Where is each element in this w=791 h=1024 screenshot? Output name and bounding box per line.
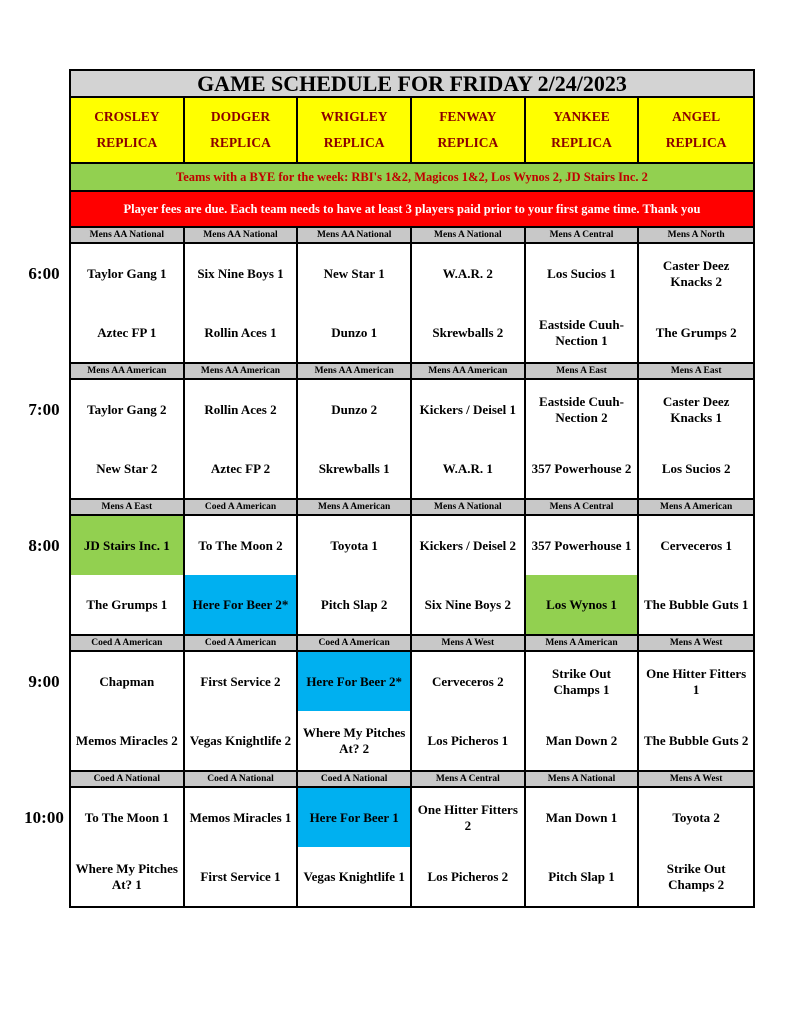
game-cell [412,244,526,362]
game-cell [185,516,299,634]
field-sub: REPLICA [210,135,271,150]
home-team: Eastside Cuuh-Nection 2 [539,393,624,425]
games-row [71,788,753,906]
home-team: Rollin Aces 2 [204,401,277,417]
game-cell [71,380,185,498]
home-team: Six Nine Boys 1 [197,265,284,281]
division-row [71,772,753,788]
field-name: WRIGLEY [320,109,388,124]
time-label: 9:00 [28,672,60,691]
game-cell [639,788,753,906]
field-header-row [71,98,753,164]
field-sub: REPLICA [323,135,385,150]
division-label: Mens A West [412,636,526,650]
field-name: DODGER [210,109,271,124]
game-cell [412,652,526,770]
away-team: Man Down 2 [545,732,618,748]
division-label: Mens A East [526,364,640,378]
division-row [71,364,753,380]
away-team: Skrewballs 2 [432,324,504,340]
division-label: Coed A National [185,772,299,786]
field-name: CROSLEY [94,109,160,124]
division-label: Mens A American [526,636,640,650]
away-team: Skrewballs 1 [318,460,390,476]
game-cell [639,652,753,770]
home-team: 357 Powerhouse 1 [531,537,632,553]
home-team: To The Moon 2 [198,537,283,553]
away-team: The Bubble Guts 1 [643,596,749,612]
away-team: Vegas Knightlife 1 [303,868,405,884]
field-header-crosley [71,98,185,162]
away-team: Where My Pitches At? 2 [303,724,406,756]
home-team: Strike Out Champs 1 [552,665,611,697]
time-slot-block [71,500,753,636]
division-label: Coed A National [298,772,412,786]
away-team: Memos Miracles 2 [75,732,178,748]
game-cell [185,380,299,498]
field-header-yankee [526,98,640,162]
games-row [71,244,753,362]
home-team: Caster Deez Knacks 1 [662,393,730,425]
game-cell [526,380,640,498]
division-label: Mens A West [669,638,723,648]
division-row [71,500,753,516]
away-team: Pitch Slap 1 [548,868,615,884]
division-label: Mens A National [412,500,526,514]
home-team: Caster Deez Knacks 2 [662,257,730,289]
game-cell [71,516,185,634]
division-label: Coed A American [185,636,299,650]
division-row [71,228,753,244]
field-sub: REPLICA [551,135,612,150]
game-cell [298,516,412,634]
division-label: Mens AA National [185,228,299,242]
away-team: Dunzo 1 [331,324,378,340]
field-header-angel [639,98,753,162]
game-cell [526,652,640,770]
away-team: Aztec FP 1 [97,324,157,340]
away-team: Aztec FP 2 [210,460,271,476]
division-label: Mens A East [71,500,185,514]
home-team: Kickers / Deisel 2 [419,537,517,553]
away-team: The Grumps 2 [655,324,737,340]
division-label: Mens A American [660,502,733,512]
home-team: Toyota 2 [672,809,720,825]
home-team: Cerveceros 1 [660,537,732,553]
home-team: W.A.R. 2 [442,265,493,281]
field-name: FENWAY [439,109,497,124]
games-row [71,516,753,634]
home-team: JD Stairs Inc. 1 [71,516,183,575]
schedule-table [69,69,755,908]
division-label: Coed A National [71,772,185,786]
home-team: Man Down 1 [545,809,618,825]
away-team: New Star 2 [96,460,158,476]
away-team: Los Sucios 2 [661,460,731,476]
home-team: First Service 2 [200,673,281,689]
home-team: Cerveceros 2 [432,673,504,689]
home-team: Here For Beer 2* [298,652,410,711]
division-label: Mens A Central [526,500,640,514]
bye-banner: Teams with a BYE for the week: RBI's 1&2, Magicos 1&2, Los Wynos 2, JD Stairs Inc. 2 [71,164,753,192]
away-team: First Service 1 [200,868,281,884]
home-team: One Hitter Fitters 2 [417,801,518,833]
home-team: Kickers / Deisel 1 [419,401,517,417]
division-label: Mens A North [667,230,725,240]
division-label: Mens AA National [71,228,185,242]
time-label: 10:00 [24,808,64,827]
page-title: GAME SCHEDULE FOR FRIDAY 2/24/2023 [71,71,753,98]
home-team: Taylor Gang 1 [87,265,167,281]
home-team: Dunzo 2 [331,401,378,417]
away-team: Pitch Slap 2 [320,596,388,612]
game-cell [71,244,185,362]
division-label: Mens A Central [526,228,640,242]
game-cell [185,244,299,362]
division-label: Mens AA American [185,364,299,378]
time-label: 7:00 [28,400,60,419]
game-cell [526,788,640,906]
field-header-dodger [185,98,299,162]
away-team: 357 Powerhouse 2 [531,460,632,476]
division-label: Mens AA American [71,364,185,378]
time-slot-block [71,636,753,772]
division-label: Mens AA American [298,364,412,378]
game-cell [412,516,526,634]
field-name: YANKEE [553,109,610,124]
away-team: Los Picheros 2 [427,868,509,884]
home-team: Here For Beer 1 [298,788,410,847]
away-team: Vegas Knightlife 2 [189,732,292,748]
field-sub: REPLICA [665,135,727,150]
game-cell [298,652,412,770]
away-team: Strike Out Champs 2 [666,860,726,892]
division-label: Mens A Central [412,772,526,786]
away-team: Here For Beer 2* [185,575,297,634]
home-team: Los Sucios 1 [547,265,616,281]
division-row [71,636,753,652]
home-team: To The Moon 1 [84,809,169,825]
division-label: Mens A American [298,500,412,514]
division-label: Mens A East [670,366,722,376]
division-label: Mens AA National [298,228,412,242]
division-label: Mens A National [526,772,640,786]
field-sub: REPLICA [437,135,499,150]
time-slot-block [71,364,753,500]
away-team: The Bubble Guts 2 [643,732,749,748]
away-team: Where My Pitches At? 1 [75,860,178,892]
fees-banner: Player fees are due. Each team needs to have at least 3 players paid prior to your first game time. Thank you [71,192,753,228]
game-cell [526,244,640,362]
game-cell [526,516,640,634]
field-header-wrigley [298,98,412,162]
time-slot-block [71,772,753,906]
away-team: The Grumps 1 [86,596,168,612]
field-name: ANGEL [672,109,721,124]
game-cell [298,788,412,906]
game-cell [298,244,412,362]
game-cell [185,788,299,906]
game-cell [71,788,185,906]
game-cell [639,244,753,362]
game-cell [639,380,753,498]
away-team: Rollin Aces 1 [204,324,277,340]
home-team: One Hitter Fitters 1 [646,665,747,697]
time-slot-block [71,228,753,364]
field-sub: REPLICA [96,135,158,150]
home-team: Taylor Gang 2 [87,401,167,417]
field-header-fenway [412,98,526,162]
games-row [71,652,753,770]
away-team: Los Picheros 1 [427,732,509,748]
away-team: Los Wynos 1 [526,575,638,634]
game-cell [412,380,526,498]
game-cell [185,652,299,770]
away-team: Eastside Cuuh-Nection 1 [539,316,624,348]
division-label: Coed A American [71,636,185,650]
game-cell [639,516,753,634]
home-team: Chapman [99,673,155,689]
division-label: Coed A American [185,500,299,514]
time-label: 6:00 [28,264,60,283]
time-label: 8:00 [28,536,60,555]
time-slots [71,228,753,906]
division-label: Mens A National [412,228,526,242]
home-team: Memos Miracles 1 [189,809,292,825]
division-label: Coed A American [298,636,412,650]
game-cell [298,380,412,498]
games-row [71,380,753,498]
game-cell [71,652,185,770]
home-team: Toyota 1 [330,537,378,553]
away-team: Six Nine Boys 2 [424,596,511,612]
division-label: Mens A West [669,774,723,784]
game-cell [412,788,526,906]
home-team: New Star 1 [323,265,385,281]
division-label: Mens AA American [412,364,526,378]
away-team: W.A.R. 1 [442,460,493,476]
